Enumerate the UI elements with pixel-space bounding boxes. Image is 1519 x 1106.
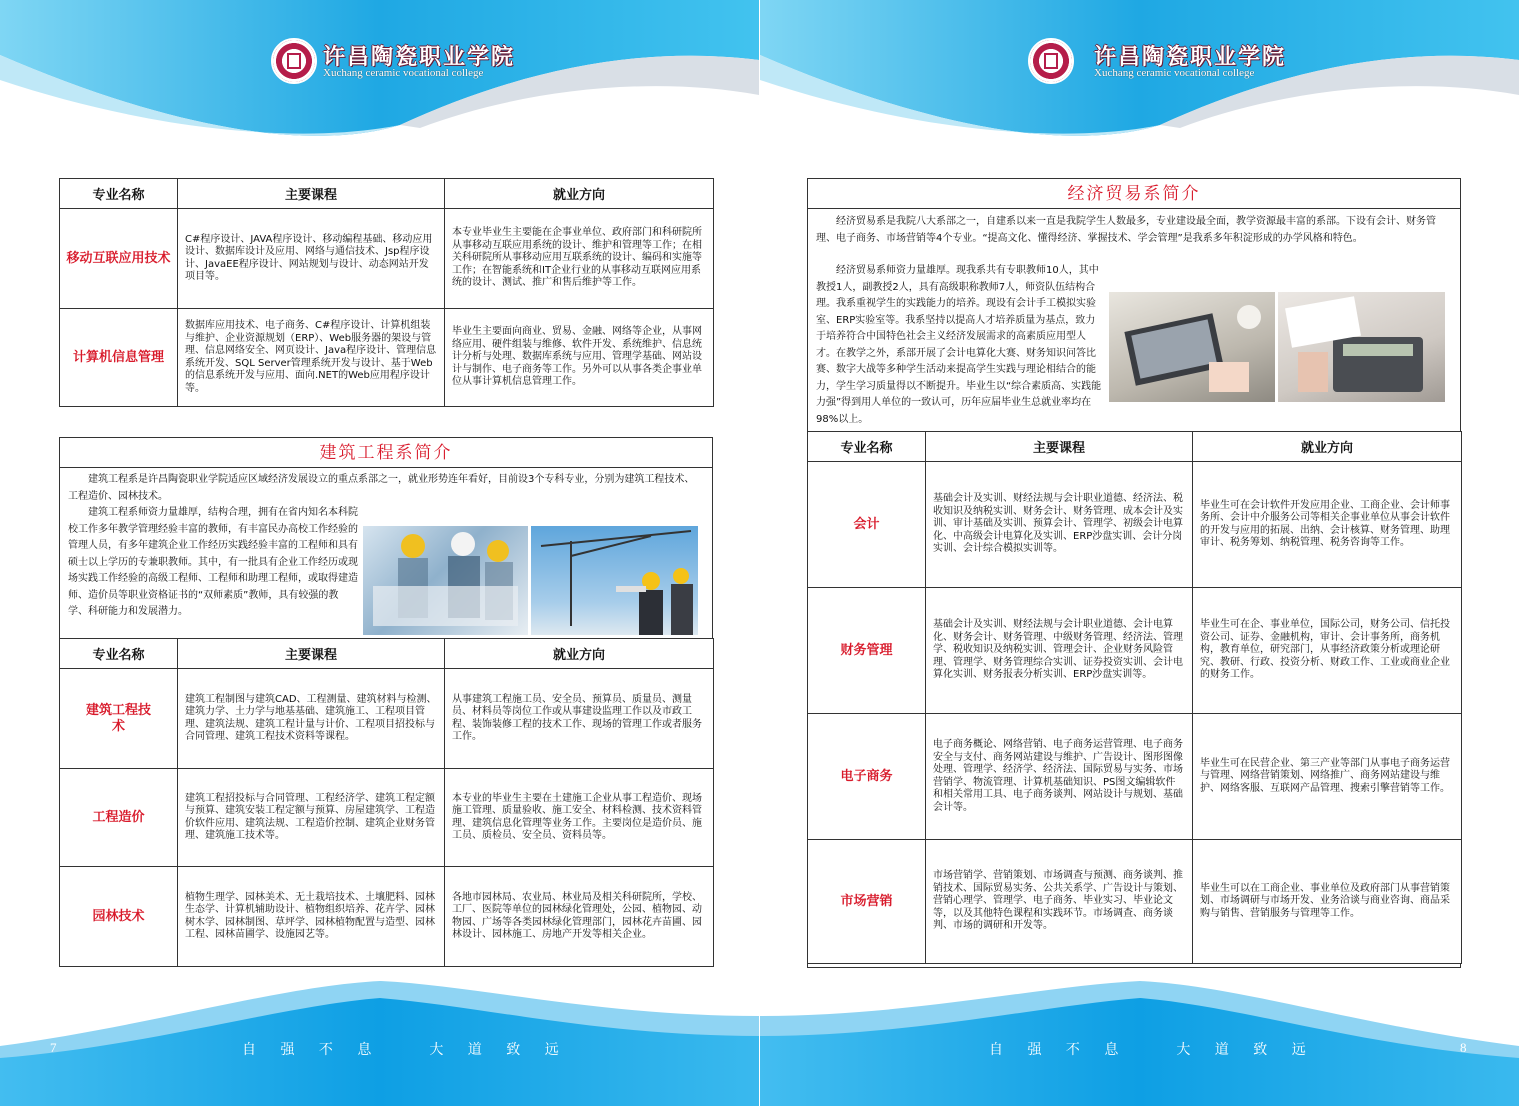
page-number: 8	[1460, 1040, 1467, 1055]
table-row	[808, 714, 1462, 840]
crane-photo	[531, 526, 698, 635]
header-major: 专业名称	[60, 179, 178, 209]
major-courses: 建筑工程招投标与合同管理、工程经济学、建筑工程定额与预算、建筑安装工程定额与预算、房屋建筑学、工程造价软件应用、建筑法规、工程造价控制、建筑企业财务管理、建筑施工技术等。	[178, 769, 445, 867]
major-career: 毕业生可在会计软件开发应用企业、工商企业、会计师事务所、会计中介服务公司等相关企事业单位从事会计软件的开发与应用的拓展、出纳、会计核算、财务管理、助理审计、税务筹划、纳税管理、税务咨询等工作。	[1193, 462, 1462, 588]
table-row	[808, 840, 1462, 964]
it-majors-table	[59, 178, 714, 407]
table-header-row	[808, 432, 1462, 462]
header-major: 专业名称	[808, 432, 926, 462]
major-courses: 数据库应用技术、电子商务、C#程序设计、计算机组装与维护、企业资源规划（ERP）、Web服务器的架设与管理、信息网络安全、网页设计、Java程序设计、管理信息系统开发、SQL Server管理系统开发与设计、基于Web 的信息系统开发与应用、面向.NET的Web应用程序设计等。	[178, 309, 445, 407]
header-courses: 主要课程	[178, 639, 445, 669]
section-title: 经济贸易系简介	[808, 179, 1460, 209]
major-courses: 建筑工程制图与建筑CAD、工程测量、建筑材料与检测、建筑力学、土力学与地基基础、建筑施工、工程项目管理、建筑法规、建筑工程计量与计价、工程项目招投标与合同管理、建筑工程技术资料等课程。	[178, 669, 445, 769]
major-career: 毕业生可在民营企业、第三产业等部门从事电子商务运营与管理、网络营销策划、网络推广、商务网站建设与维护、网络客服、互联网产品管理、搜索引擎营销等工作。	[1193, 714, 1462, 840]
table-row	[60, 867, 714, 967]
major-courses: C#程序设计、JAVA程序设计、移动编程基础、移动应用设计、数据库设计及应用、网络与通信技术、Jsp程序设计、JavaEE程序设计、网站规划与设计、动态网站开发项目等。	[178, 209, 445, 309]
major-name: 会计	[808, 462, 926, 588]
table-header-row	[60, 639, 714, 669]
major-career: 毕业生主要面向商业、贸易、金融、网络等企业，从事网络应用、硬件组装与维修、软件开发、系统维护、信息统计分析与处理、数据库系统与应用、管理学基础、网站设计与制作、电子商务等工作。另外可以从事各类企事业单位从事计算机信息管理工作。	[445, 309, 714, 407]
header-major: 专业名称	[60, 639, 178, 669]
major-courses: 基础会计及实训、财经法规与会计职业道德、经济法、税收知识及纳税实训、财务会计、财务管理、成本会计及实训、审计基础及实训、预算会计、管理学、初级会计电算化、中高级会计电算化及实训、ERP沙盘实训、会计分岗实训、会计综合模拟实训等。	[926, 462, 1193, 588]
header-courses: 主要课程	[178, 179, 445, 209]
header-career: 就业方向	[445, 179, 714, 209]
major-career: 各地市园林局、农业局、林业局及相关科研院所，学校、工厂、医院等单位的园林绿化管理处，公园、植物园、动物园、广场等各类园林绿化管理部门，园林花卉苗圃、园林设计、园林施工、房地产开发等相关企业。	[445, 867, 714, 967]
school-logo	[1028, 38, 1074, 84]
school-motto: 自 强 不 息 大 道 致 远	[242, 1042, 569, 1058]
table-row	[60, 209, 714, 309]
major-name: 电子商务	[808, 714, 926, 840]
table-row	[808, 588, 1462, 714]
school-name-cn: 许昌陶瓷职业学院	[1094, 44, 1287, 70]
school-logo	[271, 38, 317, 84]
major-courses: 植物生理学、园林美术、无土栽培技术、土壤肥料、园林生态学、计算机辅助设计、植物组织培养、花卉学、园林树木学、园林制图、草坪学、园林植物配置与造型、园林工程、园林苗圃学、设施园艺等。	[178, 867, 445, 967]
table-row	[808, 462, 1462, 588]
left-page	[0, 0, 759, 1106]
major-career: 从事建筑工程施工员、安全员、预算员、质量员、测量员、材料员等岗位工作或从事建设监理工作以及市政工程、装饰装修工程的技术工作、现场的管理工作或者服务工作。	[445, 669, 714, 769]
header-career: 就业方向	[1193, 432, 1462, 462]
section-title: 建筑工程系简介	[60, 438, 712, 468]
right-page	[760, 0, 1519, 1106]
major-career: 本专业的毕业生主要在土建施工企业从事工程造价、现场施工管理、质量验收、施工安全、材料检测、技术资料管理、建筑信息化管理等业务工作。主要岗位是造价员、施工员、质检员、安全员、资料员等。	[445, 769, 714, 867]
header-courses: 主要课程	[926, 432, 1193, 462]
table-header-row	[60, 179, 714, 209]
table-row	[60, 669, 714, 769]
major-courses: 基础会计及实训、财经法规与会计职业道德、会计电算化、财务会计、财务管理、中级财务管理、经济法、管理学、税收知识及纳税实训、管理会计、企业财务风险管理、管理学、财务管理综合实训、证券投资实训、会计电算化实训、财务报表分析实训、ERP沙盘实训等。	[926, 588, 1193, 714]
major-name: 财务管理	[808, 588, 926, 714]
school-name-en: Xuchang ceramic vocational college	[1094, 67, 1255, 79]
intro-paragraph-1: 建筑工程系是许昌陶瓷职业学院适应区域经济发展设立的重点系部之一，就业形势连年看好，目前设3个专科专业，分别为建筑工程技术、工程造价、园林技术。	[68, 474, 695, 502]
major-career: 毕业生可以在工商企业、事业单位及政府部门从事营销策划、市场调研与市场开发、业务洽谈与商业咨询、商品采购与销售、营销服务与管理等工作。	[1193, 840, 1462, 964]
construction-majors-table	[59, 638, 714, 967]
intro-paragraph-2: 建筑工程系师资力量雄厚，结构合理，拥有在省内知名本科院校工作多年教学管理经验丰富的教师，有丰富民办高校工作经验的管理人员，有多年建筑企业工作经历实践经验丰富的工程师和具有硕士以上学历的专兼职教师。其中，有一批具有企业工作经历或现场实践工作经验的高级工程师、工程师和助理工程师，或取得建造师、造价员等职业资格证书的“双师素质”教师，具有较强的教学、科研能力和发展潜力。	[68, 507, 358, 617]
intro-paragraph-2: 经济贸易系师资力量雄厚。现我系共有专职教师10人，其中教授1人，副教授2人，具有高级职称教师7人，师资队伍结构合理。我系重视学生的实践能力的培养。现设有会计手工模拟实验室、ERP实验室等。我系坚持以提高人才培养质量为基点，致力于培养符合中国特色社会主义经济发展需求的高素质应用型人才。在教学之外，系部开展了会计电算化大赛、财务知识问答比赛、数字大战等多种学生活动来提高学生实践与理论相结合的能力，学生学习质量得以不断提升。毕业生以“综合素质高、实践能力强”得到用人单位的一致认可，历年应届毕业生总就业率均在98%以上。	[816, 265, 1102, 425]
major-name: 建筑工程技术	[60, 669, 178, 769]
major-courses: 市场营销学、营销策划、市场调查与预测、商务谈判、推销技术、国际贸易实务、公共关系学、广告设计与策划、营销心理学、管理学、电子商务、毕业实习、毕业论文等，以及其他特色课程和实践环节。市场调查、商务谈判、市场的调研和开发等。	[926, 840, 1193, 964]
calculator-photo	[1278, 292, 1445, 402]
header-career: 就业方向	[445, 639, 714, 669]
major-courses: 电子商务概论、网络营销、电子商务运营管理、电子商务安全与支付、商务网站建设与维护、广告设计、图形图像处理、管理学、经济学、经济法、国际贸易与实务、市场营销学、物流管理、计算机基础知识、PS图文编辑软件和相关常用工具、电子商务谈判、网站设计与规划、基础会计等。	[926, 714, 1193, 840]
table-row	[60, 309, 714, 407]
major-name: 工程造价	[60, 769, 178, 867]
school-motto: 自 强 不 息 大 道 致 远	[989, 1042, 1316, 1058]
major-name: 市场营销	[808, 840, 926, 964]
economics-majors-table	[807, 431, 1462, 964]
school-name-cn: 许昌陶瓷职业学院	[323, 44, 516, 70]
major-name: 移动互联应用技术	[60, 209, 178, 309]
school-name-en: Xuchang ceramic vocational college	[323, 67, 484, 79]
laptop-photo	[1109, 292, 1275, 402]
major-career: 毕业生可在企、事业单位，国际公司，财务公司、信托投资公司、证券、金融机构，审计、会计事务所，商务机构，教育单位，研究部门，从事经济政策分析或理论研究、教研、行政、投资分析、财政工作、工业或商业企业的财务工作。	[1193, 588, 1462, 714]
page-number: 7	[50, 1040, 57, 1055]
engineers-photo	[363, 526, 528, 635]
major-career: 本专业毕业生主要能在企事业单位、政府部门和科研院所从事移动互联应用系统的设计、维护和管理等工作；在相关科研院所从事移动应用互联系统的设计、编码和实施等工作；在智能系统和IT企业行业的从事移动互联网应用系统的设计、测试、推广和售后维护等工作。	[445, 209, 714, 309]
major-name: 计算机信息管理	[60, 309, 178, 407]
header-wave	[760, 0, 1519, 160]
intro-paragraph-1: 经济贸易系是我院八大系部之一，自建系以来一直是我院学生人数最多，专业建设最全面，教学资源最丰富的系部。下设有会计、财务管理、电子商务、市场营销等4个专业。“提高文化、懂得经济、掌握技术、学会管理”是我系多年积淀形成的办学风格和特色。	[816, 216, 1436, 244]
major-name: 园林技术	[60, 867, 178, 967]
table-row	[60, 769, 714, 867]
header-wave	[0, 0, 759, 160]
